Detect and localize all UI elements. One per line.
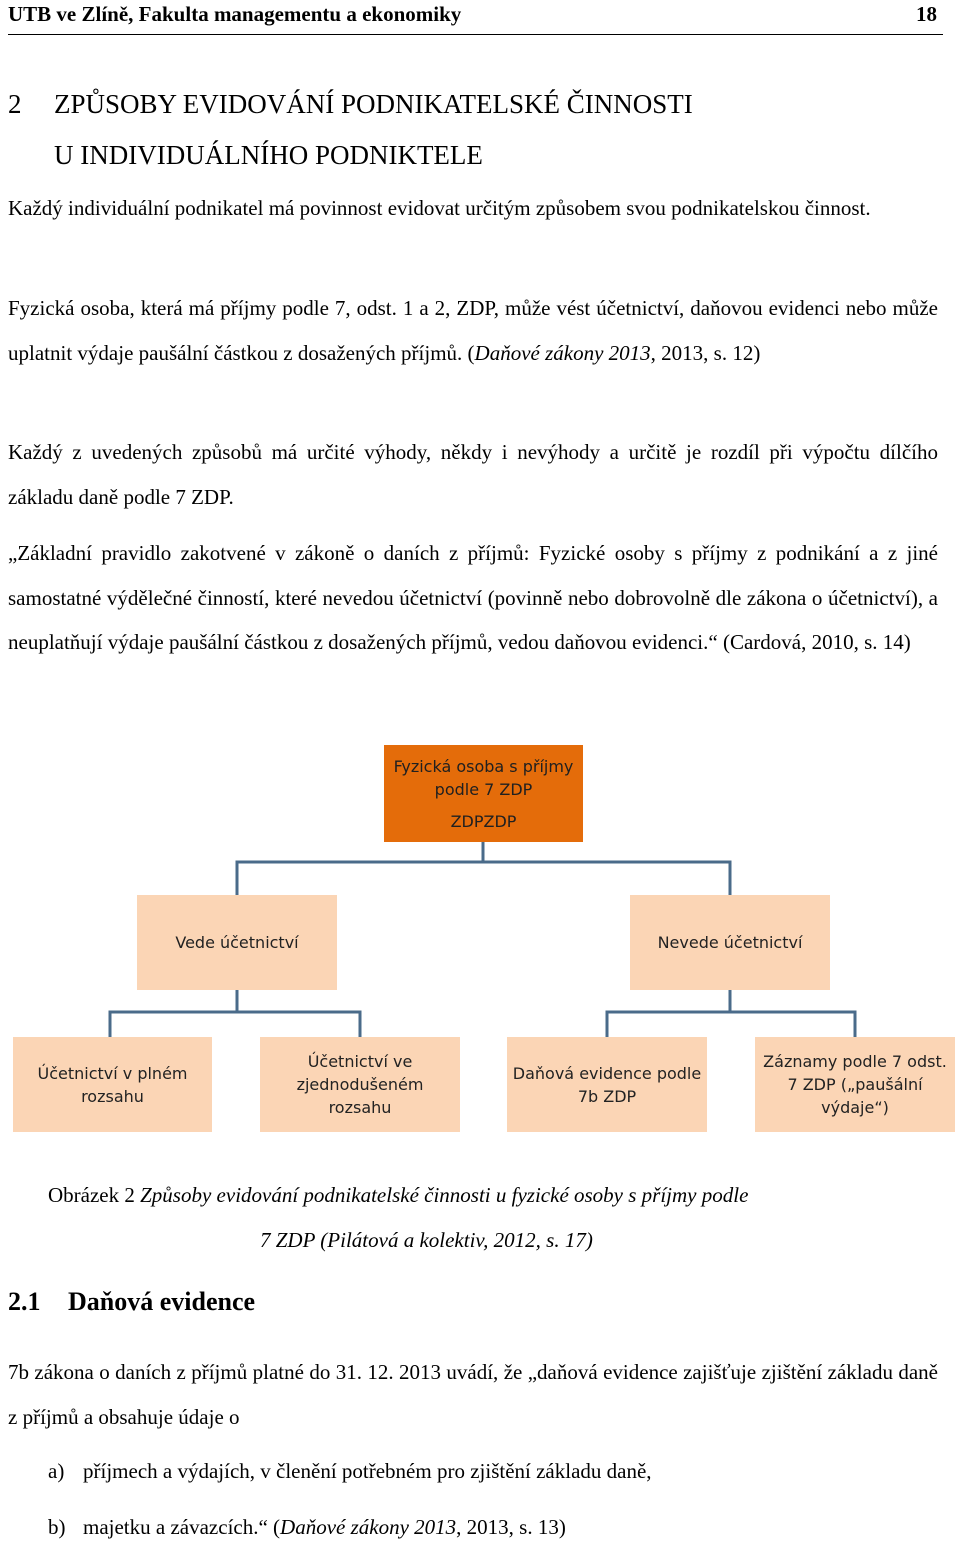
list-text-b xyxy=(83,1515,566,1540)
list-label-b: b) xyxy=(48,1515,66,1539)
caption-line1: Způsoby evidování podnikatelské činnosti u fyzické osoby s příjmy podle xyxy=(140,1183,749,1207)
paragraph-5: 7b zákona o daních z příjmů platné do 31. 12. 2013 uvádí, že „daňová evidence zajišťuje zjištění základu daně z příjmů a obsahuje údaje o xyxy=(8,1360,938,1429)
chapter-title-line2: U INDIVIDUÁLNÍHO PODNIKTELE xyxy=(54,140,483,170)
diagram-box-nevede-ucetnictvi: Nevede účetnictví xyxy=(630,895,830,990)
list-text-b-main: majetku a závazcích.“ ( xyxy=(83,1515,281,1539)
connector-top xyxy=(237,842,730,895)
list-text-b-citation-title: Daňové zákony 2013 xyxy=(280,1515,457,1539)
paragraph-2 xyxy=(8,286,938,375)
chapter-number: 2 xyxy=(8,89,22,119)
root-line1: Fyzická osoba s příjmy xyxy=(393,756,574,776)
running-header xyxy=(8,0,943,35)
diagram-leaf-zjednoduseny-rozsah: Účetnictví ve zjednodušeném rozsahu xyxy=(260,1037,460,1132)
root-line2: podle 7 ZDP xyxy=(434,779,533,799)
section-title: Daňová evidence xyxy=(68,1287,256,1316)
paragraph-2-citation-rest: , 2013, s. 12) xyxy=(650,340,761,365)
chapter-title-line1: ZPŮSOBY EVIDOVÁNÍ PODNIKATELSKÉ ČINNOSTI xyxy=(54,89,693,119)
paragraph-2-text: Fyzická osoba, která má příjmy podle 7, odst. 1 a 2, ZDP, může vést účetnictví, daňovou evidenci nebo může uplatnit výdaje paušální částkou z dosažených příjmů. ( xyxy=(8,296,938,365)
list-text-a: příjmech a výdajích, v členění potřebném pro zjištění základu daně, xyxy=(83,1459,652,1483)
root-line3: ZDPZDP xyxy=(450,811,517,831)
paragraph-4 xyxy=(8,531,938,665)
paragraph-2-citation-title: Daňové zákony 2013 xyxy=(474,340,651,365)
paragraph-4-citation: (Cardová, 2010, s. 14) xyxy=(717,630,911,654)
paragraph-3: Každý z uvedených způsobů má určité výhody, někdy i nevýhody a určitě je rozdíl při výpočtu dílčího základu daně podle 7 ZDP. xyxy=(8,440,938,509)
header-institution: UTB ve Zlíně, Fakulta managementu a ekonomiky xyxy=(8,2,462,26)
header-page-number: 18 xyxy=(916,2,937,26)
list-text-b-citation-rest: , 2013, s. 13) xyxy=(456,1515,566,1539)
paragraph-4-quote: „Základní pravidlo zakotvené v zákoně o daních z příjmů: Fyzické osoby s příjmy z podnikání a z jiné samostatné výdělečné činností, které nevedou účetnictví (povinně nebo dobrovolně dle zákona o účetnictví), a neuplatňují výdaje paušální částkou z dosažených příjmů, vedou daňovou evidenci.“ xyxy=(8,541,938,654)
diagram-root-box xyxy=(384,745,583,842)
diagram-leaf-zaznamy: Záznamy podle 7 odst. 7 ZDP („paušální výdaje“) xyxy=(755,1037,955,1132)
list-label-a: a) xyxy=(48,1459,65,1483)
diagram-leaf-plny-rozsah: Účetnictví v plném rozsahu xyxy=(13,1037,212,1132)
diagram-box-vede-ucetnictvi: Vede účetnictví xyxy=(137,895,337,990)
diagram-leaf-danova-evidence: Daňová evidence podle 7b ZDP xyxy=(507,1037,707,1132)
connector-left xyxy=(110,990,360,1037)
caption-prefix: Obrázek 2 xyxy=(48,1183,141,1207)
paragraph-1: Každý individuální podnikatel má povinnost evidovat určitým způsobem svou podnikatelskou činnost. xyxy=(8,196,871,220)
connector-right xyxy=(607,990,855,1037)
figure-caption xyxy=(48,1173,918,1263)
caption-line2: 7 ZDP (Pilátová a kolektiv, 2012, s. 17) xyxy=(260,1228,593,1252)
section-number: 2.1 xyxy=(8,1287,41,1316)
